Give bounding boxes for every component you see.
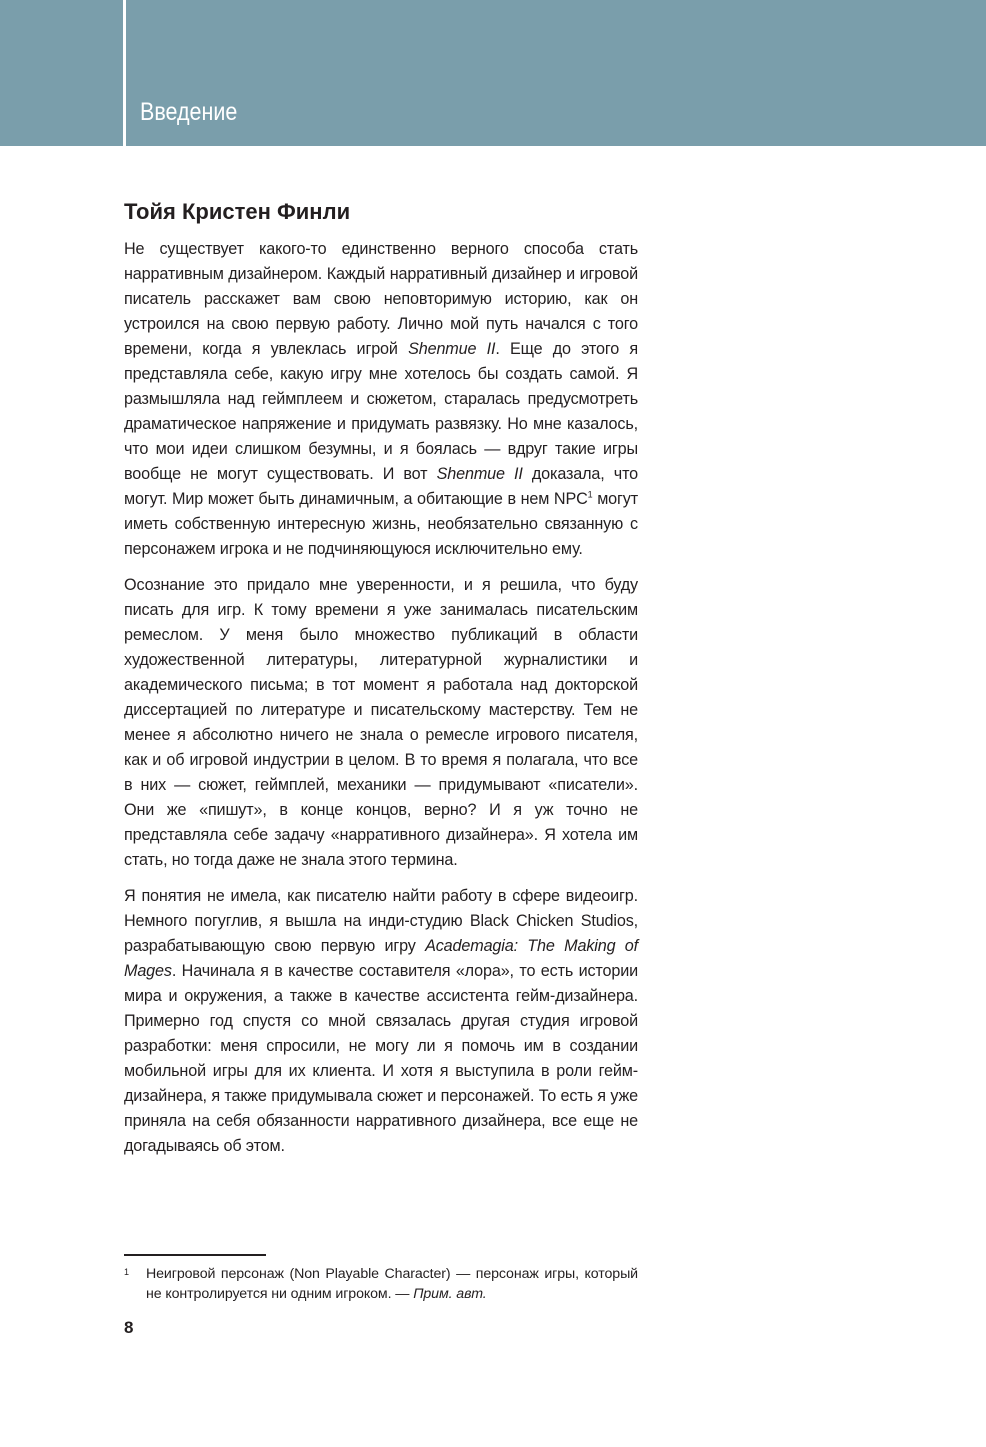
game-title-academagia: Academagia: The Making of Mages bbox=[124, 937, 638, 980]
paragraph-2: Осознание это придало мне уверенности, и я решила, что буду писать для игр. К тому времени я уже занималась писательским ремеслом. У меня было множество публикаций в области художественной литературы, литературной журналистики и академического письма; в тот момент я работала над докторской диссертацией по литературе и писательскому мастерству. Тем не менее я абсолютно ничего не знала о ремесле игрового писателя, как и об игровой индустрии в целом. В то время я полагала, что все в них — сюжет, геймплей, механики — придумывают «писатели». Они же «пишут», в конце концов, верно? И я уж точно не представляла себе задачу «нарративного дизайнера». Я хотела им стать, но тогда даже не знала этого термина. bbox=[124, 576, 638, 869]
paragraph-1-text-a: Не существует какого-то единственно верного способа стать нарративным дизайнером. Каждый нарративный дизайнер и игровой писатель расскажет вам свою неповторимую историю, как он устроился на свою первую работу. Лично мой путь начался с того времени, когда я увлеклась игрой bbox=[124, 240, 638, 358]
paragraph-3 bbox=[124, 884, 638, 1159]
footnote-body: Неигровой персонаж (Non Playable Character) — персонаж игры, который не контролируется ни одним игроком. — bbox=[146, 1266, 638, 1302]
footnote-author-note: Прим. авт. bbox=[413, 1286, 487, 1302]
game-title-shenmue: Shenmue II bbox=[408, 340, 496, 358]
header-vertical-rule bbox=[123, 0, 126, 146]
footnote-mark: 1 bbox=[124, 1267, 129, 1277]
footnote-text bbox=[146, 1264, 638, 1304]
chapter-title: Введение bbox=[140, 98, 238, 126]
paragraph-1-text-d: могут иметь собственную интересную жизнь, необязательно связанную с персонажем игрока и не подчиняющуюся исключительно ему. bbox=[124, 490, 638, 558]
footnote-divider bbox=[124, 1254, 266, 1256]
footnote-reference[interactable]: 1 bbox=[587, 489, 593, 500]
paragraph-3-text-a: Я понятия не имела, как писателю найти работу в сфере видеоигр. Немного погуглив, я вышла на инди-студию Black Chicken Studios, разрабатывающую свою первую игру bbox=[124, 887, 638, 955]
footnote bbox=[124, 1264, 638, 1304]
paragraph-3-text-b: . Начинала я в качестве составителя «лора», то есть истории мира и окружения, а также в качестве ассистента гейм-дизайнера. Примерно год спустя со мной связалась другая студия игровой разработки: меня спросили, не могу ли я помочь им в создании мобильной игры для их клиента. И хотя я выступила в роли гейм-дизайнера, я также придумывала сюжет и персонажей. То есть я уже приняла на себя обязанности нарративного дизайнера, все еще не догадываясь об этом. bbox=[124, 962, 638, 1155]
paragraph-1 bbox=[124, 237, 638, 562]
paragraph-1-text-b: . Еще до этого я представляла себе, какую игру мне хотелось бы создать самой. Я размышляла над геймплеем и сюжетом, старалась предусмотреть драматическое напряжение и придумать развязку. Но мне казалось, что мои идеи слишком безумны, и я боялась — вдруг такие игры вообще не могут существовать. И вот bbox=[124, 340, 638, 483]
body-text bbox=[124, 237, 638, 1170]
page-number: 8 bbox=[124, 1318, 134, 1337]
section-author-heading: Тойя Кристен Финли bbox=[124, 199, 351, 224]
paragraph-1-text-c: доказала, что могут. Мир может быть динамичным, а обитающие в нем NPC bbox=[124, 465, 638, 508]
game-title-shenmue-2: Shenmue II bbox=[436, 465, 523, 483]
